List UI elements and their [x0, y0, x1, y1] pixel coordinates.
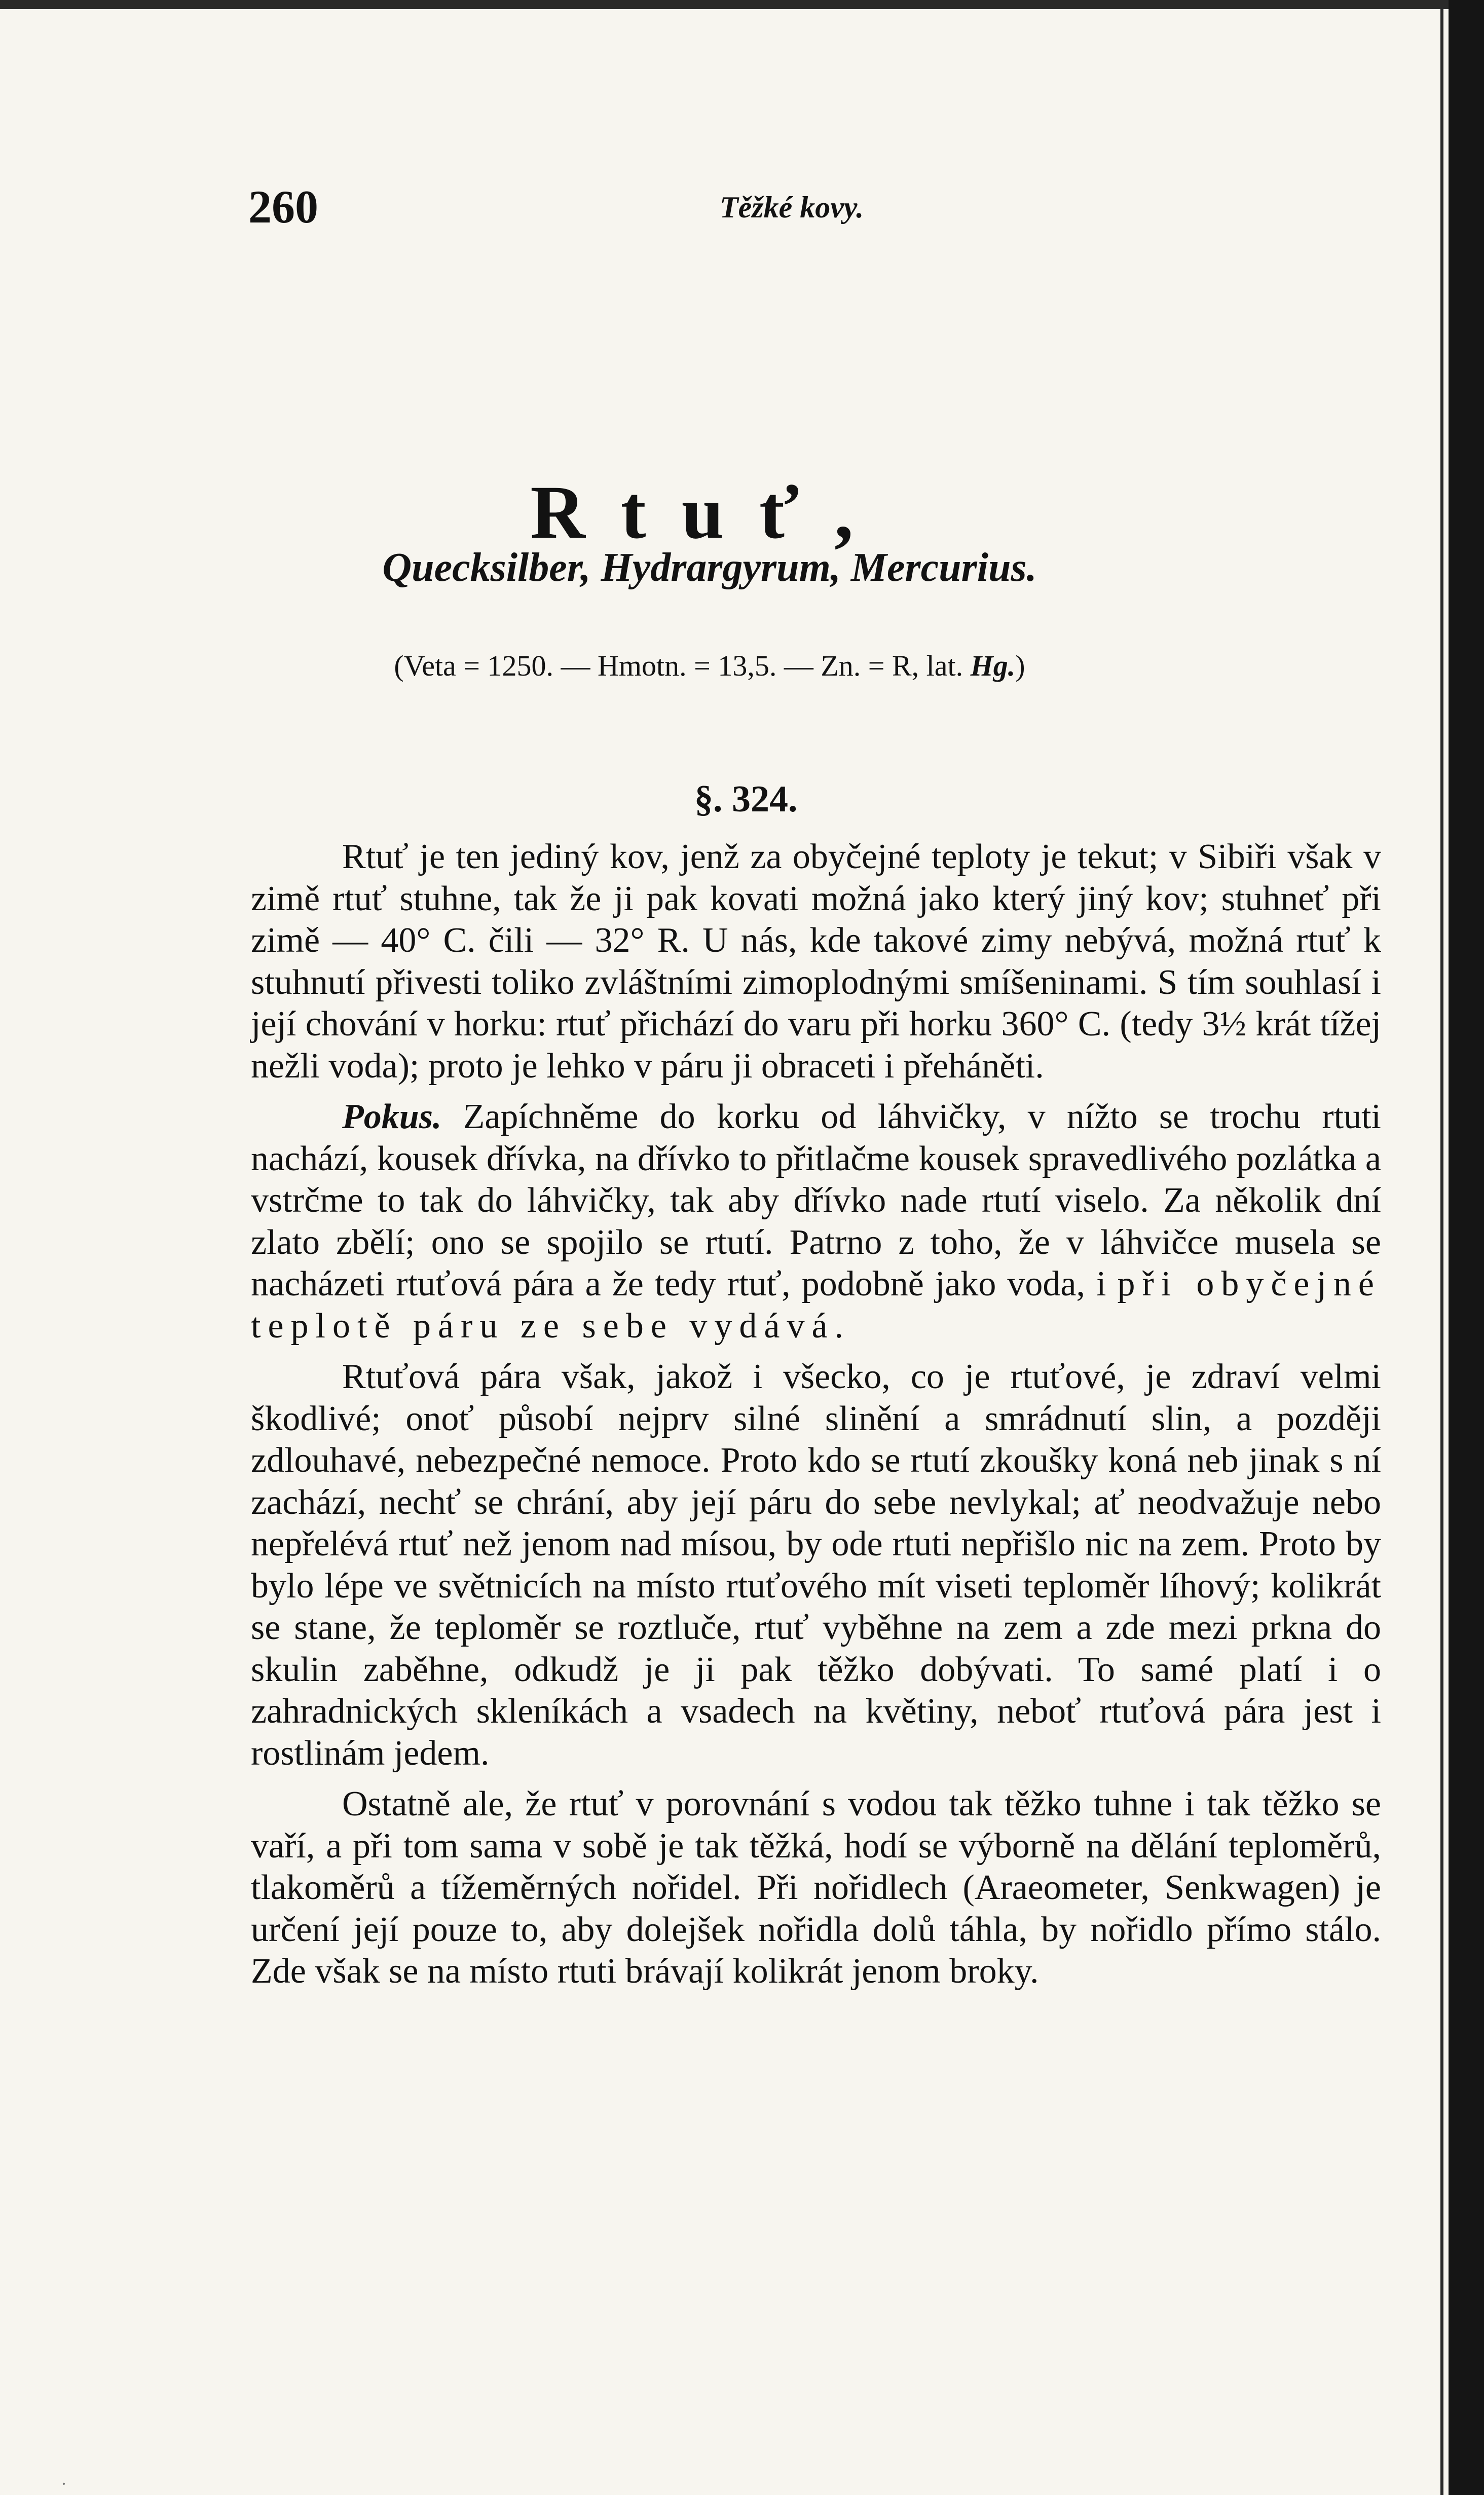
- paragraph-4-text: Ostatně ale, že rtuť v porovnání s vodou tak těžko tuhne i tak těžko se vaří, a při tom sama v sobě je tak těžká, hodí se výborně na dělání teploměrů, tlakoměrů a tížeměrných nořidel. Při nořidlech (Araeometer, Senkwagen) je určení její pouze to, aby dolejšek nořidla dolů táhla, by nořidlo přímo stálo. Zde však se na místo rtuti brávají kolikrát jenom broky.: [251, 1784, 1381, 1991]
- paragraph-3-text: Rtuťová pára však, jakož i všecko, co je rtuťové, je zdraví velmi škodlivé; onoť působí nejprv silné slinění a smrádnutí slin, a později zdlouhavé, nebezpečné nemoce. Proto kdo se rtutí zkoušky koná neb jinak s ní zachází, nechť se chrání, aby její páru do sebe nevlykal; ať neodvažuje nebo nepřelévá rtuť než jenom nad mísou, by ode rtuti nepřišlo nic na zem. Proto by bylo lépe ve světnicích na místo rtuťového mít viseti teploměr líhový; kolikrát se stane, že teploměr se roztluče, rtuť vyběhne na zem a zde mezi prkna do skulin zaběhne, odkudž je ji pak těžko dobývati. To samé platí i o zahradnických skleníkách a vsadech na květiny, neboť rtuťová pára jest i rostlinám jedem.: [251, 1357, 1381, 1773]
- scan-right-border: [1449, 0, 1484, 2495]
- paragraph-2-text: Zapíchněme do korku od láhvičky, v nížto se trochu rtuti nachází, kousek dřívka, na dřívko to přitlačme kousek spravedlivého pozlátka a vstrčme to tak do láhvičky, tak aby dřívko nade rtutí viselo. Za několik dní zlato zbělí; ono se spojilo se rtutí. Patrno z toho, že v láhvičce musela se nacházeti rtuťová pára a že tedy rtuť, podobně jako voda, i: [251, 1097, 1381, 1304]
- paragraph-3: [251, 1356, 1381, 1774]
- chapter-subtitle: Quecksilber, Hydrargyrum, Mercurius.: [382, 545, 1037, 590]
- properties-text: (Veta = 1250. — Hmotn. = 13,5. — Zn. = R, lat.: [394, 649, 971, 682]
- running-head: Těžké kovy.: [720, 191, 864, 224]
- body-text: [251, 836, 1381, 2002]
- paragraph-1: [251, 836, 1381, 1087]
- paragraph-1-text: Rtuť je ten jediný kov, jenž za obyčejné teploty je tekut; v Sibiři však v zimě rtuť stuhne, tak že ji pak kovati možná jako který jiný kov; stuhneť při zimě — 40° C. čili — 32° R. U nás, kde takové zimy nebývá, možná rtuť k stuhnutí přivesti toliko zvláštními zimoplodnými smíšeninami. S tím souhlasí i její chování v horku: rtuť přichází do varu při horku 360° C. (tedy 3½ krát tížej nežli voda); proto je lehko v páru ji obraceti i přeháněti.: [251, 837, 1381, 1086]
- paragraph-2-spaced: při obyčejné teplotě páru ze sebe vydává.: [251, 1264, 1381, 1346]
- scan-binding-edge: [1440, 0, 1443, 2495]
- chemical-symbol: Hg.: [970, 649, 1016, 682]
- paragraph-4: [251, 1783, 1381, 1993]
- page-number: 260: [248, 181, 318, 233]
- margin-mark: ·: [61, 2474, 67, 2494]
- section-heading: §. 324.: [694, 778, 798, 820]
- element-properties: [0, 649, 1419, 683]
- paragraph-2: [251, 1096, 1381, 1347]
- scan-top-border: [0, 0, 1484, 9]
- paragraph-2-lead: Pokus.: [342, 1097, 442, 1136]
- properties-close: ): [1015, 649, 1025, 682]
- chapter-title: Rtuť,: [530, 470, 889, 554]
